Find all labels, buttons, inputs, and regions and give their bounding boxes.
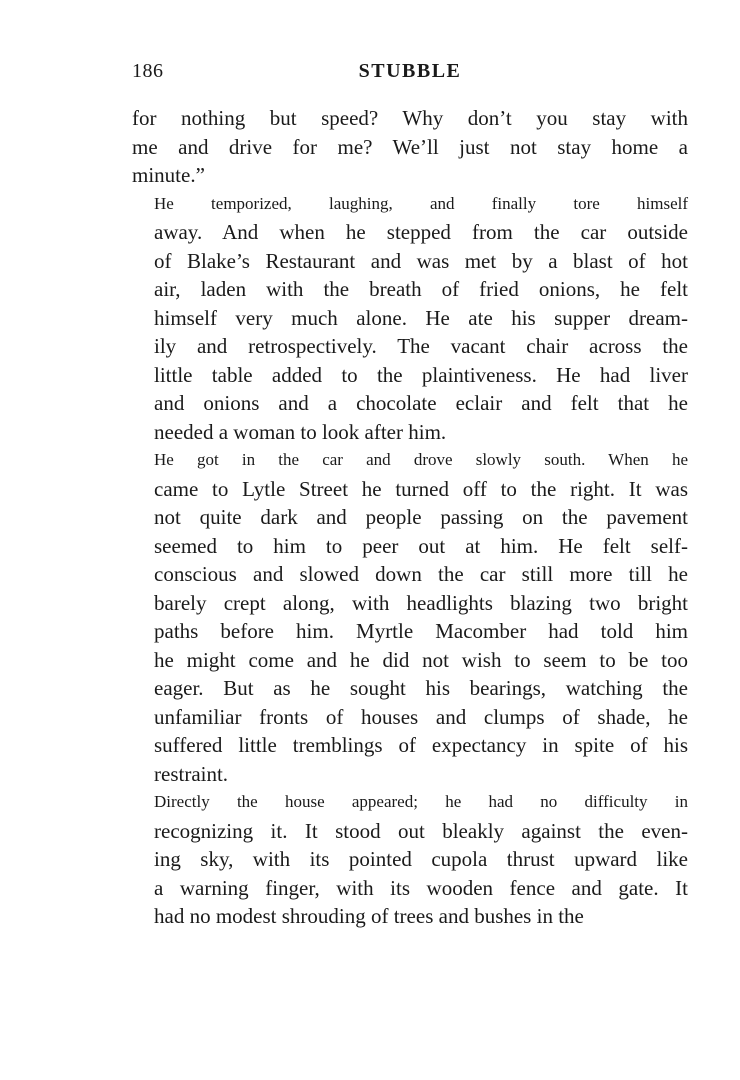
text-line: barely crept along, with headlights blazing two bright [154,590,688,615]
text-line: ily and retrospectively. The vacant chair across the [154,334,688,358]
text-line: for nothing but speed? Why don’t you stay with [132,106,688,130]
text-line: suffered little tremblings of expectancy in spite of his [154,733,688,757]
text-line: had no modest shrouding of trees and bushes in the [154,904,584,928]
text-line: not quite dark and people passing on the pavement [154,505,688,529]
text-line: me and drive for me? We’ll just not stay home a [132,134,688,159]
text-line: needed a woman to look after him. [154,419,447,444]
text-line: came to Lytle Street he turned off to the right. It was [154,476,688,501]
paragraph [132,446,688,788]
text-line: and onions and a chocolate eclair and felt that he [154,391,688,415]
text-line: conscious and slowed down the car still more till he [154,562,688,586]
text-line: unfamiliar fronts of houses and clumps of shade, he [154,704,688,729]
text-line: little table added to the plaintiveness. He had liver [154,362,688,387]
text-line: Directly the house appeared; he had no difficulty in [154,792,688,811]
text-line: a warning finger, with its wooden fence and gate. It [154,875,688,900]
text-line: paths before him. Myrtle Macomber had told him [154,619,688,643]
text-line: himself very much alone. He ate his supper dream- [154,305,688,330]
text-line: He temporized, laughing, and finally tore himself [154,193,688,213]
text-line: seemed to him to peer out at him. He felt self- [154,533,688,558]
text-line: away. And when he stepped from the car outside [154,220,688,244]
text-line: he might come and he did not wish to seem to be too [154,647,688,672]
paragraph [132,788,688,931]
body-text [132,104,688,931]
text-line: of Blake’s Restaurant and was met by a blast of hot [154,248,688,273]
text-line: He got in the car and drove slowly south. When he [154,450,688,469]
paragraph [132,190,688,447]
text-line: recognizing it. It stood out bleakly against the even- [154,818,688,843]
running-head [132,60,688,90]
page-number: 186 [132,60,164,82]
text-line: air, laden with the breath of fried onions, he felt [154,277,688,301]
text-line: minute.” [132,163,205,187]
paragraph [132,104,688,190]
book-title: STUBBLE [358,60,462,82]
text-line: eager. But as he sought his bearings, watching the [154,676,688,700]
text-line: restraint. [154,761,229,786]
text-line: ing sky, with its pointed cupola thrust upward like [154,847,688,871]
